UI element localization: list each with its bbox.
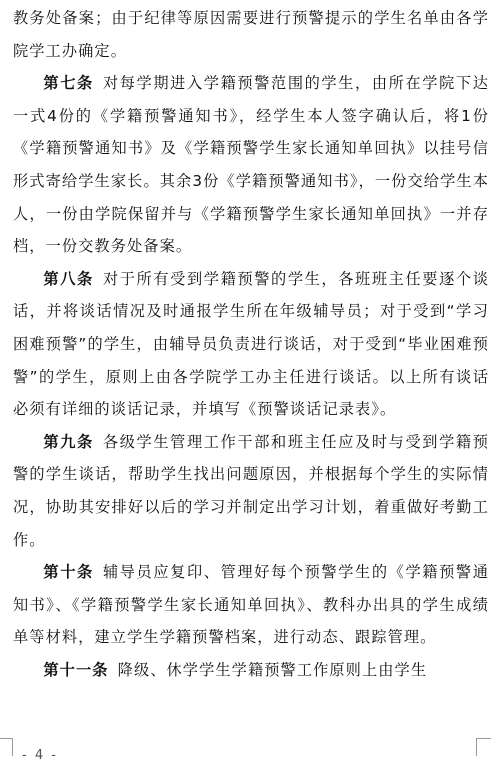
crop-mark-right-horizontal: [477, 738, 491, 739]
article-label: 第八条: [43, 269, 94, 288]
article-text: 对于所有受到学籍预警的学生，各班班主任要逐个谈话，并将谈话情况及时通报学生所在年级辅导员；对于受到“学习困难预警”的学生，由辅导员负责进行谈话，对于受到“毕业困难预警”的学生，原则上由各学院学工办主任进行谈话。以上所有谈话必须有详细的谈话记录，并填写《预警谈话记录表》。: [13, 269, 489, 419]
article-text: 对每学期进入学籍预警范围的学生，由所在学院下达一式4份的《学籍预警通知书》，经学生本人签字确认后，将1份《学籍预警通知书》及《学籍预警学生家长通知单回执》以挂号信形式寄给学生家长。其余3份《学籍预警通知书》，一份交给学生本人，一份由学院保留并与《学籍预警学生家长通知单回执》一并存档，一份交教务处备案。: [13, 74, 489, 256]
article-label: 第十一条: [43, 660, 109, 679]
article-8: [13, 263, 489, 426]
intro-paragraph: 教务处备案；由于纪律等原因需要进行预警提示的学生名单由各学院学工办确定。: [13, 9, 489, 60]
article-11: [13, 654, 489, 687]
article-text: 各级学生管理工作干部和班主任应及时与受到学籍预警的学生谈话，帮助学生找出问题原因，并根据每个学生的实际情况，协助其安排好以后的学习并制定出学习计划，着重做好考勤工作。: [13, 432, 489, 549]
article-label: 第九条: [43, 432, 94, 451]
article-10: [13, 556, 489, 654]
crop-mark-left-vertical: [12, 738, 13, 756]
article-text: 降级、休学学生学籍预警工作原则上由学生: [117, 660, 428, 679]
article-9: [13, 426, 489, 556]
article-label: 第七条: [43, 74, 94, 93]
page-number: - 4 -: [22, 748, 58, 763]
crop-mark-right-vertical: [476, 738, 477, 756]
article-text: 辅导员应复印、管理好每个预警学生的《学籍预警通知书》、《学籍预警学生家长通知单回执》、教科办出具的学生成绩单等材料，建立学生学籍预警档案，进行动态、跟踪管理。: [13, 563, 489, 647]
article-7: [13, 67, 489, 263]
article-label: 第十条: [43, 563, 94, 582]
document-body: [13, 2, 489, 686]
crop-mark-left-horizontal: [0, 738, 12, 739]
